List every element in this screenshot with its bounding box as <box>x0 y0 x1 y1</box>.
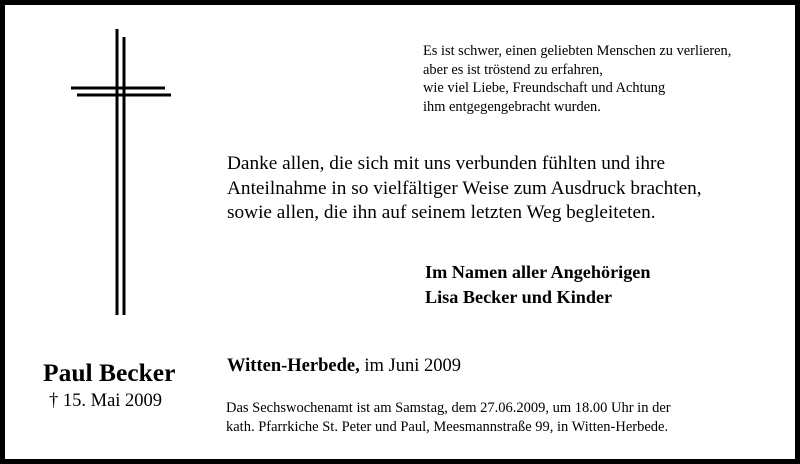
signature-line: Lisa Becker und Kinder <box>425 287 613 307</box>
cross-icon <box>5 5 205 335</box>
place-name: Witten-Herbede, <box>227 356 360 376</box>
thanks-text <box>227 152 787 226</box>
deceased-name: Paul Becker <box>43 358 176 387</box>
family-signature <box>425 260 650 310</box>
poem-line: wie viel Liebe, Freundschaft und Achtung <box>423 80 666 96</box>
notice-line: kath. Pfarrkiche St. Peter und Paul, Meesmannstraße 99, in Witten-Herbede. <box>226 419 669 435</box>
death-date: † 15. Mai 2009 <box>49 391 163 411</box>
date-text: im Juni 2009 <box>364 356 461 376</box>
consolation-poem <box>423 42 793 116</box>
thanks-line: sowie allen, die ihn auf seinem letzten Weg begleiteten. <box>227 202 656 223</box>
thanks-line: Danke allen, die sich mit uns verbunden fühlten und ihre <box>227 153 665 174</box>
poem-line: ihm entgegengebracht wurden. <box>423 98 601 115</box>
poem-line: Es ist schwer, einen geliebten Menschen zu verlieren, <box>423 43 732 59</box>
poem-line: aber es ist tröstend zu erfahren, <box>423 61 603 78</box>
signature-line: Im Namen aller Angehörigen <box>425 262 651 282</box>
thanks-line: Anteilnahme in so vielfältiger Weise zum Ausdruck brachten, <box>227 177 702 199</box>
memorial-service-notice <box>226 399 671 437</box>
notice-line: Das Sechswochenamt ist am Samstag, dem 27.06.2009, um 18.00 Uhr in der <box>226 400 671 416</box>
place-and-date <box>227 354 461 378</box>
